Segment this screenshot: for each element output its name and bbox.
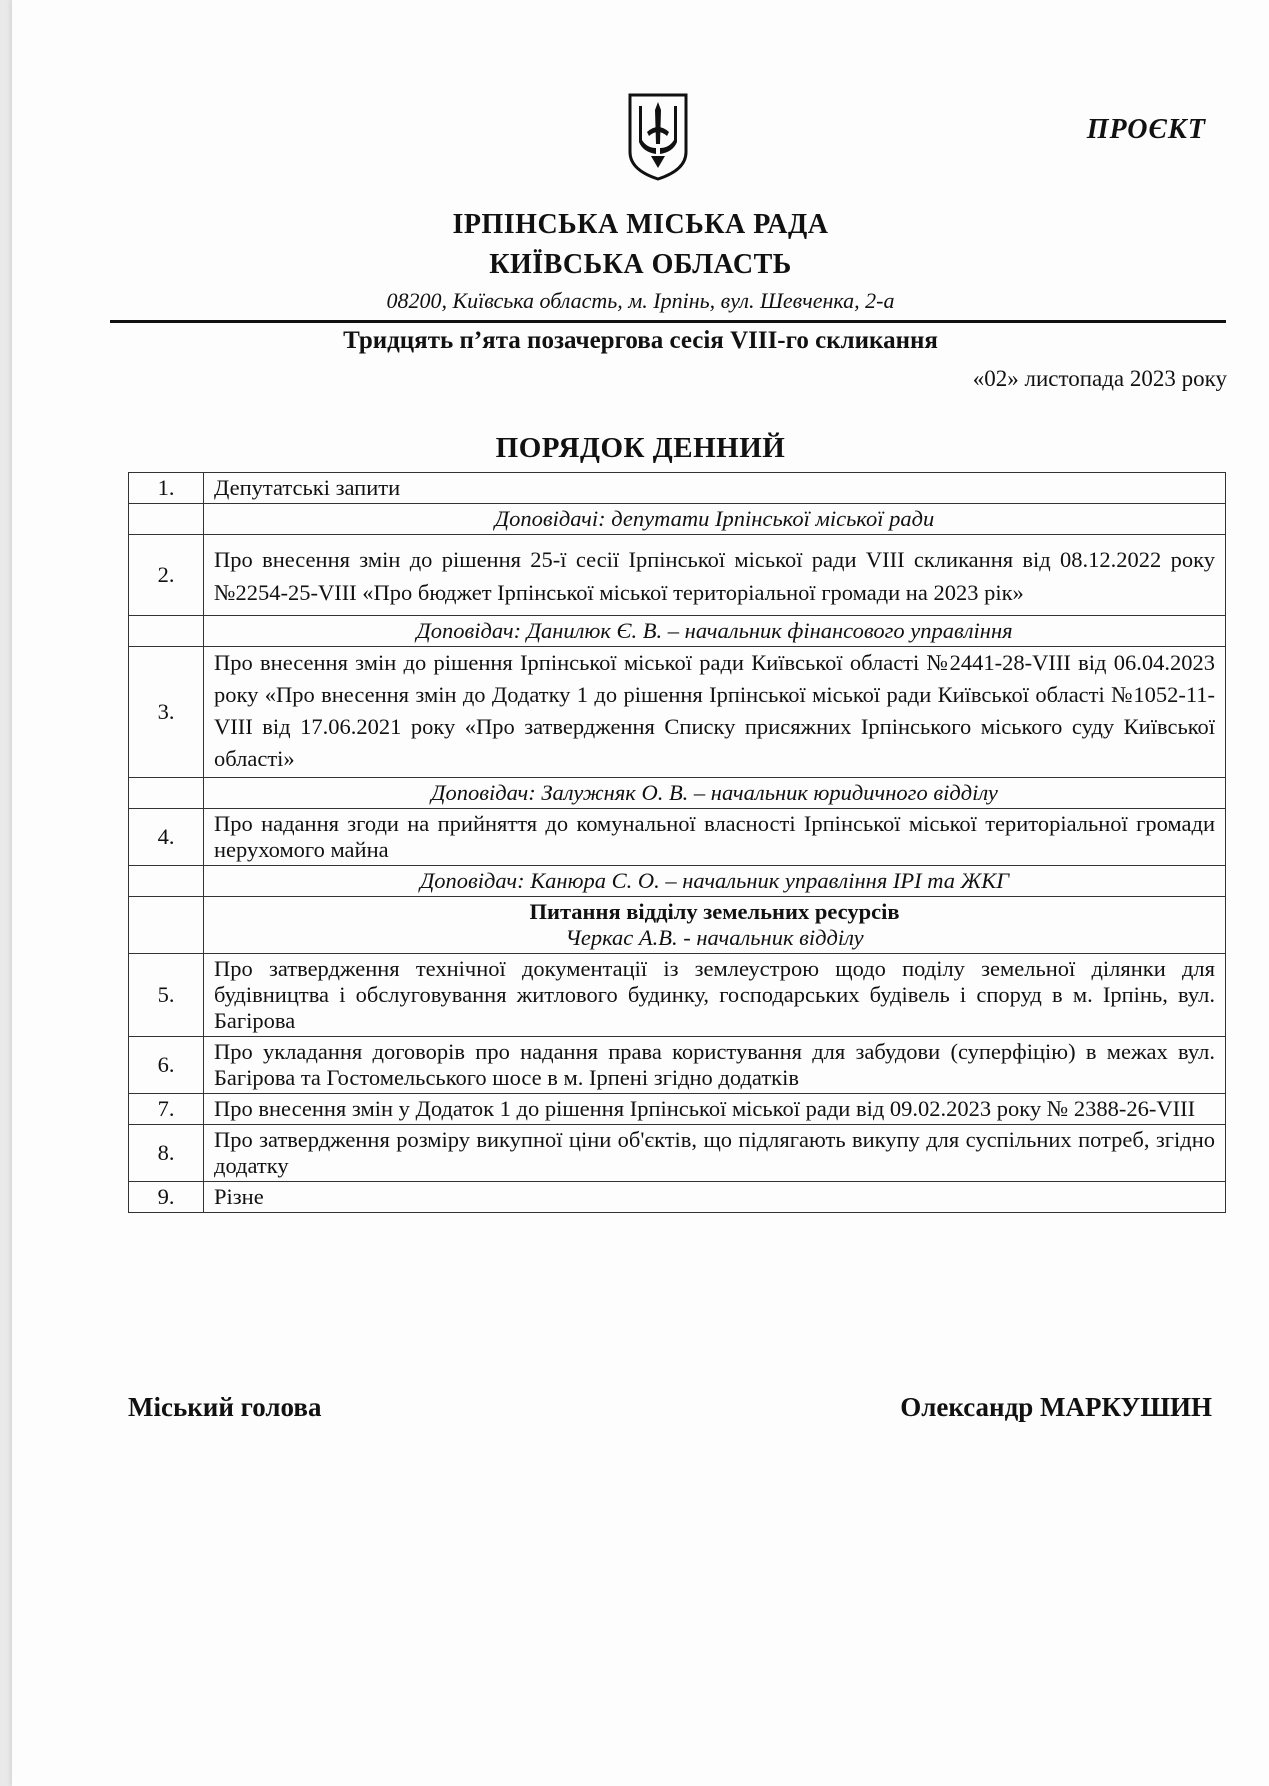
org-address: 08200, Київська область, м. Ірпінь, вул. Шевченка, 2-а bbox=[386, 288, 895, 313]
item-text: Про внесення змін до рішення 25-ї сесії Ірпінської міської ради VIII скликання від 08.12.2022 року №2254-25-VIII «Про бюджет Ірпінської міської територіальної громади на 2023 рік» bbox=[204, 535, 1226, 616]
agenda-item bbox=[129, 809, 1226, 866]
item-number: 6. bbox=[129, 1037, 204, 1094]
item-reporter: Доповідач: Данилюк Є. В. – начальник фінансового управління bbox=[204, 616, 1226, 647]
trident-emblem-icon bbox=[627, 92, 689, 182]
section-header bbox=[204, 897, 1226, 954]
reporter-row bbox=[129, 778, 1226, 809]
item-text: Про укладання договорів про надання права користування для забудови (суперфіцію) в межах вул. Багірова та Гостомельського шосе в м. Ірпені згідно додатків bbox=[204, 1037, 1226, 1094]
agenda-item bbox=[129, 1037, 1226, 1094]
section-header-row bbox=[129, 897, 1226, 954]
item-number: 3. bbox=[129, 647, 204, 778]
item-number: 5. bbox=[129, 954, 204, 1037]
item-text: Про надання згоди на прийняття до комунальної власності Ірпінської міської територіальної громади нерухомого майна bbox=[204, 809, 1226, 866]
item-number: 2. bbox=[129, 535, 204, 616]
org-name: ІРПІНСЬКА МІСЬКА РАДА bbox=[452, 209, 829, 240]
agenda-item bbox=[129, 647, 1226, 778]
reporter-row bbox=[129, 504, 1226, 535]
item-text: Про внесення змін у Додаток 1 до рішення Ірпінської міської ради від 09.02.2023 року № 2388-26-VIII bbox=[204, 1094, 1226, 1125]
agenda-item bbox=[129, 473, 1226, 504]
document-page bbox=[12, 0, 1269, 1786]
section-title: Питання відділу земельних ресурсів bbox=[529, 899, 900, 924]
item-text: Про внесення змін до рішення Ірпінської міської ради Київської області №2441-28-VIII від 06.04.2023 року «Про внесення змін до Додатку 1 до рішення Ірпінської міської ради Київської області №1052-11-VIII від 17.06.2021 року «Про затвердження Списку присяжних Ірпінського міського суду Київської області» bbox=[204, 647, 1226, 778]
signature-position: Міський голова bbox=[128, 1392, 322, 1422]
item-number: 1. bbox=[129, 473, 204, 504]
agenda-item bbox=[129, 1125, 1226, 1182]
item-reporter: Доповідач: Залужняк О. В. – начальник юридичного відділу bbox=[204, 778, 1226, 809]
item-text: Про затвердження технічної документації із землеустрою щодо поділу земельної ділянки для будівництва і обслуговування житлового будинку, господарських будівель і споруд в м. Ірпінь, вул. Багірова bbox=[204, 954, 1226, 1037]
agenda-item bbox=[129, 1182, 1226, 1213]
session-date: «02» листопада 2023 року bbox=[972, 366, 1227, 391]
item-text: Про затвердження розміру викупної ціни об'єктів, що підлягають викупу для суспільних потреб, згідно додатку bbox=[204, 1125, 1226, 1182]
signature-name: Олександр МАРКУШИН bbox=[900, 1392, 1212, 1422]
project-label: ПРОЄКТ bbox=[1086, 114, 1206, 145]
agenda-table bbox=[128, 472, 1226, 1213]
item-number: 9. bbox=[129, 1182, 204, 1213]
org-region: КИЇВСЬКА ОБЛАСТЬ bbox=[489, 249, 792, 280]
item-number: 8. bbox=[129, 1125, 204, 1182]
item-text: Депутатські запити bbox=[204, 473, 1226, 504]
header-divider bbox=[110, 320, 1226, 323]
item-reporter: Доповідачі: депутати Ірпінської міської ради bbox=[204, 504, 1226, 535]
reporter-row bbox=[129, 616, 1226, 647]
item-number: 7. bbox=[129, 1094, 204, 1125]
session-title: Тридцять п’ята позачергова сесія VIII-го скликання bbox=[343, 327, 938, 354]
agenda-item bbox=[129, 954, 1226, 1037]
item-text: Різне bbox=[204, 1182, 1226, 1213]
agenda-title: ПОРЯДОК ДЕННИЙ bbox=[495, 432, 786, 464]
section-reporter: Черкас А.В. - начальник відділу bbox=[565, 925, 864, 950]
item-number: 4. bbox=[129, 809, 204, 866]
agenda-item bbox=[129, 535, 1226, 616]
reporter-row bbox=[129, 866, 1226, 897]
agenda-item bbox=[129, 1094, 1226, 1125]
item-reporter: Доповідач: Канюра С. О. – начальник управління ІРІ та ЖКГ bbox=[204, 866, 1226, 897]
